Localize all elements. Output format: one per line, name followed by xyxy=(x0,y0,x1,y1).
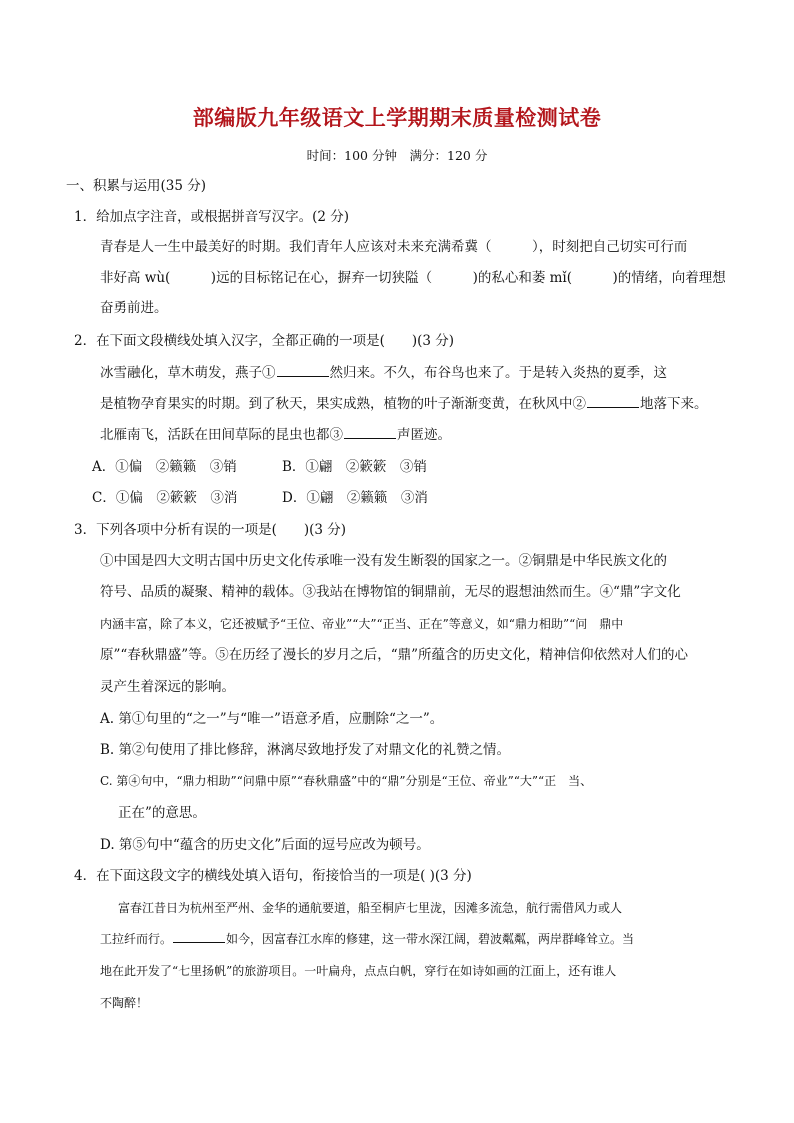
question-1-line: 奋勇前进。 xyxy=(100,300,168,316)
option-b: B. 第②句使用了排比修辞，淋漓尽致地抒发了对鼎文化的礼赞之情。 xyxy=(100,742,511,758)
option-b: B．①翩 ②簌簌 ③销 xyxy=(282,459,427,475)
question-4-stem: 4．在下面这段文字的横线处填入语句，衔接恰当的一项是( )(3 分) xyxy=(74,868,472,884)
question-2-line xyxy=(100,425,451,445)
exam-time-score: 时间：100 分钟 满分：120 分 xyxy=(306,148,488,163)
option-a: A．①偏 ②籁籁 ③销 xyxy=(92,459,237,475)
question-2-stem: 2．在下面文段横线处填入汉字，全都正确的一项是( )(3 分) xyxy=(74,333,455,349)
page-title: 部编版九年级语文上学期期末质量检测试卷 xyxy=(192,106,602,130)
question-3-stem: 3．下列各项中分析有误的一项是( )(3 分) xyxy=(74,522,347,538)
question-2-text: 然归来。不久，布谷鸟也来了。于是转入炎热的夏季，这 xyxy=(329,365,667,381)
option-c-cont: 正在”的意思。 xyxy=(118,805,206,821)
question-3-line: 内涵丰富，除了本义，它还被赋予“王位、帝业”“大”“正当、正在”等意义，如“鼎力相助”“问 鼎中 xyxy=(100,617,624,631)
question-3-line: 原”“春秋鼎盛”等。⑤在历经了漫长的岁月之后，“鼎”所蕴含的历史文化，精神信仰依然对人们的心 xyxy=(100,647,689,663)
option-d: D. 第⑤句中“蕴含的历史文化”后面的逗号应改为顿号。 xyxy=(100,837,430,853)
option-d: D．①翩 ②籁籁 ③消 xyxy=(282,490,428,506)
question-2-text: 是植物孕育果实的时期。到了秋天，果实成熟，植物的叶子渐渐变黄，在秋风中② xyxy=(100,396,586,412)
question-2-line xyxy=(100,394,708,414)
question-1-line: 非好高 wù( )远的目标铭记在心，摒弃一切狭隘（ )的私心和萎 mǐ( )的情绪，向着理想 xyxy=(100,270,726,286)
question-2-text: 声匿迹。 xyxy=(397,427,451,443)
question-2-text: 北雁南飞，活跃在田间草际的昆虫也都③ xyxy=(100,427,343,443)
question-3-line: 符号、品质的凝聚、精神的载体。③我站在博物馆的铜鼎前，无尽的遐想油然而生。④“鼎”字文化 xyxy=(100,584,681,600)
question-2-line xyxy=(100,363,667,383)
question-2-text: 地落下来。 xyxy=(640,396,708,412)
question-4-text: 如今，因富春江水库的修建，这一带水深江阔，碧波粼粼，两岸群峰耸立。当 xyxy=(226,932,635,946)
fill-blank xyxy=(173,930,225,943)
option-a: A. 第①句里的“之一”与“唯一”语意矛盾，应删除“之一”。 xyxy=(100,711,444,727)
question-4-line: 富春江昔日为杭州至严州、金华的通航要道，船至桐庐七里泷，因滩多流急，航行需借风力或人 xyxy=(118,901,623,915)
question-4-line: 地在此开发了“七里扬帆”的旅游项目。一叶扁舟，点点白帆，穿行在如诗如画的江面上，还有谁人 xyxy=(100,964,617,978)
section-heading: 一、积累与运用(35 分) xyxy=(66,178,207,194)
fill-blank xyxy=(344,426,396,439)
fill-blank xyxy=(277,364,329,377)
question-4-line: 不陶醉！ xyxy=(100,996,149,1010)
question-3-line: ①中国是四大文明古国中历史文化传承唯一没有发生断裂的国家之一。②铜鼎是中华民族文化的 xyxy=(100,553,667,569)
fill-blank xyxy=(587,395,639,408)
option-c: C. 第④句中，“鼎力相助”“问鼎中原”“春秋鼎盛”中的“鼎”分别是“王位、帝业”“大”“正 当、 xyxy=(100,774,593,788)
question-3-line: 灵产生着深远的影响。 xyxy=(100,679,235,695)
question-4-text: 工拉纤而行。 xyxy=(100,932,173,946)
option-c: C．①偏 ②簌簌 ③消 xyxy=(92,490,238,506)
question-1-stem: 1．给加点字注音，或根据拼音写汉字。(2 分) xyxy=(74,209,350,225)
question-2-text: 冰雪融化，草木萌发，燕子① xyxy=(100,365,276,381)
question-4-line xyxy=(100,929,634,949)
question-1-line: 青春是人一生中最美好的时期。我们青年人应该对未来充满希冀（ ），时刻把自己切实可行而 xyxy=(100,239,688,255)
